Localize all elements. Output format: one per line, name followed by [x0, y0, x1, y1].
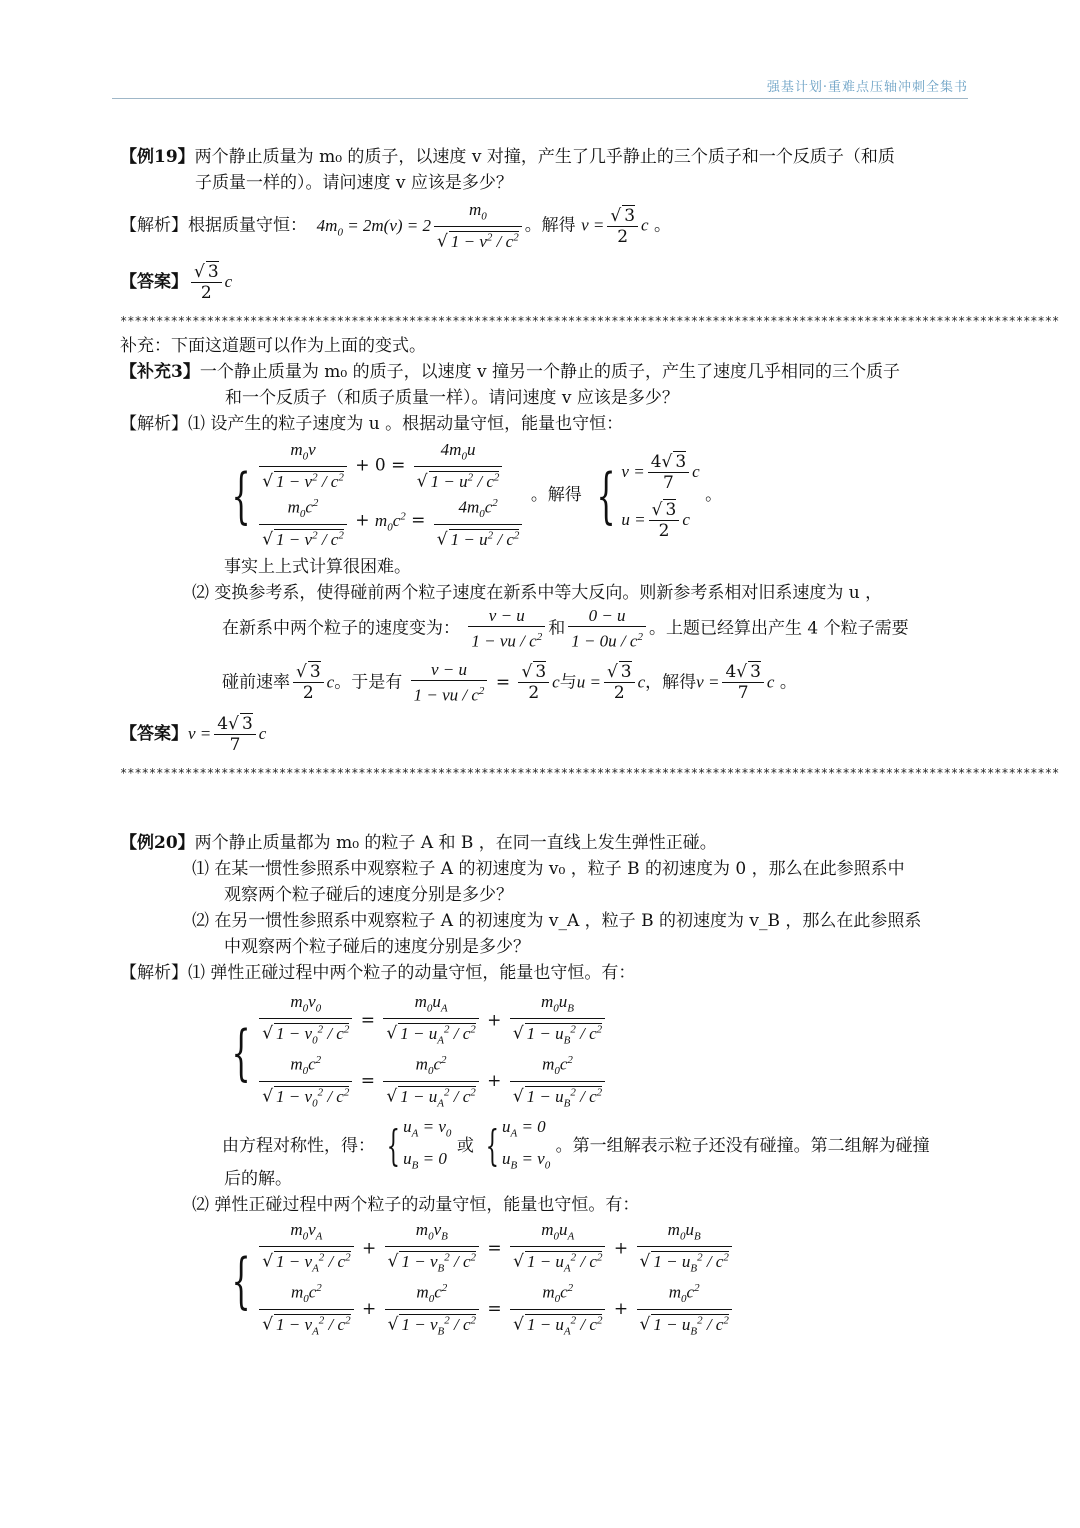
separator-2: **********************************************************************************************************************************	[120, 766, 1060, 780]
ex20-q2-line2: 中观察两个粒子碰后的速度分别是多少？	[224, 937, 530, 957]
ex19-answer-tag: 【答案】	[120, 272, 188, 292]
supp-tag: 【补充3】	[120, 362, 200, 382]
supp-part2-line1: ⑵ 变换参考系，使得碰前两个粒子速度在新系中等大反向。则新参考系相对旧系速度为 u ，	[192, 583, 883, 603]
header-rule	[112, 98, 968, 99]
ex20-analysis-tag: 【解析】	[120, 963, 188, 983]
supp-part2-line3: 碰前速率 $\frac{√ 3}{2}$ c。于是有 $\frac{v - u}{1 - vu / c^2}$ = $\frac{√ 3}{2}$ c与u = $\frac{√ 3}{2}$ c，解得v = $\frac{4√ 3}{7}$ c 。	[222, 660, 797, 705]
supp-answer-tag: 【答案】	[120, 724, 188, 744]
supp-intro: 补充：下面这道题可以作为上面的变式。	[120, 336, 426, 356]
supp-question-line2: 和一个反质子（和质子质量一样）。请问速度 v 应该是多少？	[225, 388, 679, 408]
ex20-system1: { $\frac{m_0v_0}{√ 1 - v_0^2 / c^2}$ = $\frac{m_0u_A}{√ 1 - u_A^2 / c^2}$ + $\frac{m_0u_B}{√ 1 - u_B^2 / c^2}$ $\frac{m_0c^2}{√ 1 - v_0^2 / c^2}$ = $\frac{m_0c^2}{√ 1 - u_A^2 / c^2}$ + $\frac{m_0c^2}{√ 1 - u_B^2 / c^2}$	[222, 992, 962, 1114]
ex19-tag: 【例19】	[120, 147, 195, 167]
supp-question-line1: 一个静止质量为 m₀ 的质子，以速度 v 撞另一个静止的质子，产生了速度几乎相同的三个质子	[199, 362, 900, 382]
supp-part2-and: 和	[548, 618, 566, 639]
ex19-result-fraction: $\frac{√ 3}{2}$	[607, 206, 638, 247]
supp-hard: 事实上上式计算很困难。	[224, 557, 411, 577]
supp-part2-line3b: 。于是有	[334, 672, 403, 693]
ex20-q1-line2: 观察两个粒子碰后的速度分别是多少？	[224, 885, 513, 905]
supp-part2-line2: 在新系中两个粒子的速度变为： $\frac{v - u}{1 - vu / c^2}$ 和 $\frac{0 - u}{1 - 0u / c^2}$ 。上题已经算出产生 4 个粒子需要	[222, 606, 909, 651]
supp-solve-word: 。解得	[530, 485, 582, 506]
supp-answer: 【答案】v = $\frac{4√ 3}{7}$ c	[120, 714, 267, 755]
ex19-mass-equation: $4m_0 = 2m(v) = 2$	[312, 215, 432, 238]
ex19-question	[120, 144, 962, 196]
ex20-sym-a: 由方程对称性，得：	[222, 1135, 375, 1156]
ex20-a1: ⑴ 弹性正碰过程中两个粒子的动量守恒，能量也守恒。有：	[188, 963, 636, 983]
ex19-analysis-tag: 【解析】	[120, 215, 188, 236]
supp-part2-solve: ，解得	[645, 672, 697, 693]
ex20-a2: ⑵ 弹性正碰过程中两个粒子的动量守恒，能量也守恒。有：	[192, 1195, 640, 1215]
ex20-system2: { $\frac{m_0v_A}{√ 1 - v_A^2 / c^2}$ + $\frac{m_0v_B}{√ 1 - v_B^2 / c^2}$ = $\frac{m_0u_A}{√ 1 - u_A^2 / c^2}$ + $\frac{m_0u_B}{√ 1 - u_B^2 / c^2}$ $\frac{m_0c^2}{√ 1 - v_A^2 / c^2}$ + $\frac{m_0c^2}{√ 1 - v_B^2 / c^2}$ = $\frac{m_0c^2}{√ 1 - u_A^2 / c^2}$ + $\frac{m_0c^2}{√ 1 - u_B^2 / c^2}$	[222, 1220, 962, 1342]
supp-analysis-tag: 【解析】	[120, 414, 188, 434]
supp-part2-line2b: 。上题已经算出产生 4 个粒子需要	[648, 618, 909, 639]
ex20-tag: 【例20】	[120, 833, 195, 853]
ex20-q2-line1: ⑵ 在另一惯性参照系中观察粒子 A 的初速度为 v_A ，粒子 B 的初速度为 v_B ，那么在此参照系	[192, 911, 922, 931]
ex19-answer-fraction: $\frac{√ 3}{2}$	[191, 262, 222, 303]
ex19-solve-word: 。解得	[524, 215, 576, 236]
supp-equation-system: { $\frac{m_0v}{√ 1 - v^2 / c^2}$ + 0 = $\frac{4m_0u}{√ 1 - u^2 / c^2}$ $\frac{m_0c^2}{√ 1 - v^2 / c^2}$ + $m_0c^2$ = $\frac{4m_0c^2}{√ 1 - u^2 / c^2}$ 。解得 { v = $\frac{4√ 3}{7}$ c u = $\frac{√ 3}{2}$ c 。	[231, 440, 723, 550]
ex20-symmetry: 由方程对称性，得： { $u_A = v_0$ $u_B = 0$ 或 { $u_A = 0$ $u_B = v_0$ 。第一组解表示粒子还没有碰撞。第二组解为碰撞	[222, 1117, 930, 1172]
ex19-analysis: 【解析】根据质量守恒： $4m_0 = 2m(v) = 2$ $\frac{m_0}{√ 1 - v^2 / c^2}$ 。解得 v = $\frac{√ 3}{2}$ c 。	[120, 200, 671, 253]
supp-part2-line3a: 碰前速率	[222, 672, 290, 693]
ex20-after: 后的解。	[224, 1169, 292, 1189]
ex20-after-block	[120, 1166, 962, 1218]
ex20-question	[120, 830, 962, 986]
ex19-question-line1: 两个静止质量为 m₀ 的质子，以速度 v 对撞，产生了几乎静止的三个质子和一个反质子（和质	[194, 147, 895, 167]
ex20-sym-or: 或	[456, 1135, 474, 1156]
ex20-sym-b: 。第一组解表示粒子还没有碰撞。第二组解为碰撞	[555, 1135, 930, 1156]
ex19-gamma-fraction: $\frac{m_0}{√ 1 - v^2 / c^2}$	[434, 200, 522, 252]
series-title: 强基计划·重难点压轴冲刺全集书	[766, 80, 968, 95]
supp-solution-system: v = $\frac{4√ 3}{7}$ c u = $\frac{√ 3}{2}$ c	[621, 451, 700, 541]
ex19-question-line2: 子质量一样的）。请问速度 v 应该是多少？	[195, 173, 513, 193]
supp-part2-line2a: 在新系中两个粒子的速度变为：	[222, 618, 460, 639]
ex20-q1-line1: ⑴ 在某一惯性参照系中观察粒子 A 的初速度为 v₀ ，粒子 B 的初速度为 0 ，那么在此参照系中	[192, 859, 905, 879]
ex19-answer: 【答案】 $\frac{√ 3}{2}$ c	[120, 262, 233, 303]
separator-1: **********************************************************************************************************************************	[120, 314, 1060, 328]
supp-part2	[120, 554, 962, 606]
ex19-analysis-text: 根据质量守恒：	[188, 215, 307, 236]
supp-part2-with: 与	[559, 672, 577, 693]
supp-block	[120, 333, 962, 437]
supp-part1: ⑴ 设产生的粒子速度为 u 。根据动量守恒，能量也守恒：	[188, 414, 624, 434]
ex20-question-main: 两个静止质量都为 m₀ 的粒子 A 和 B ，在同一直线上发生弹性正碰。	[194, 833, 717, 853]
